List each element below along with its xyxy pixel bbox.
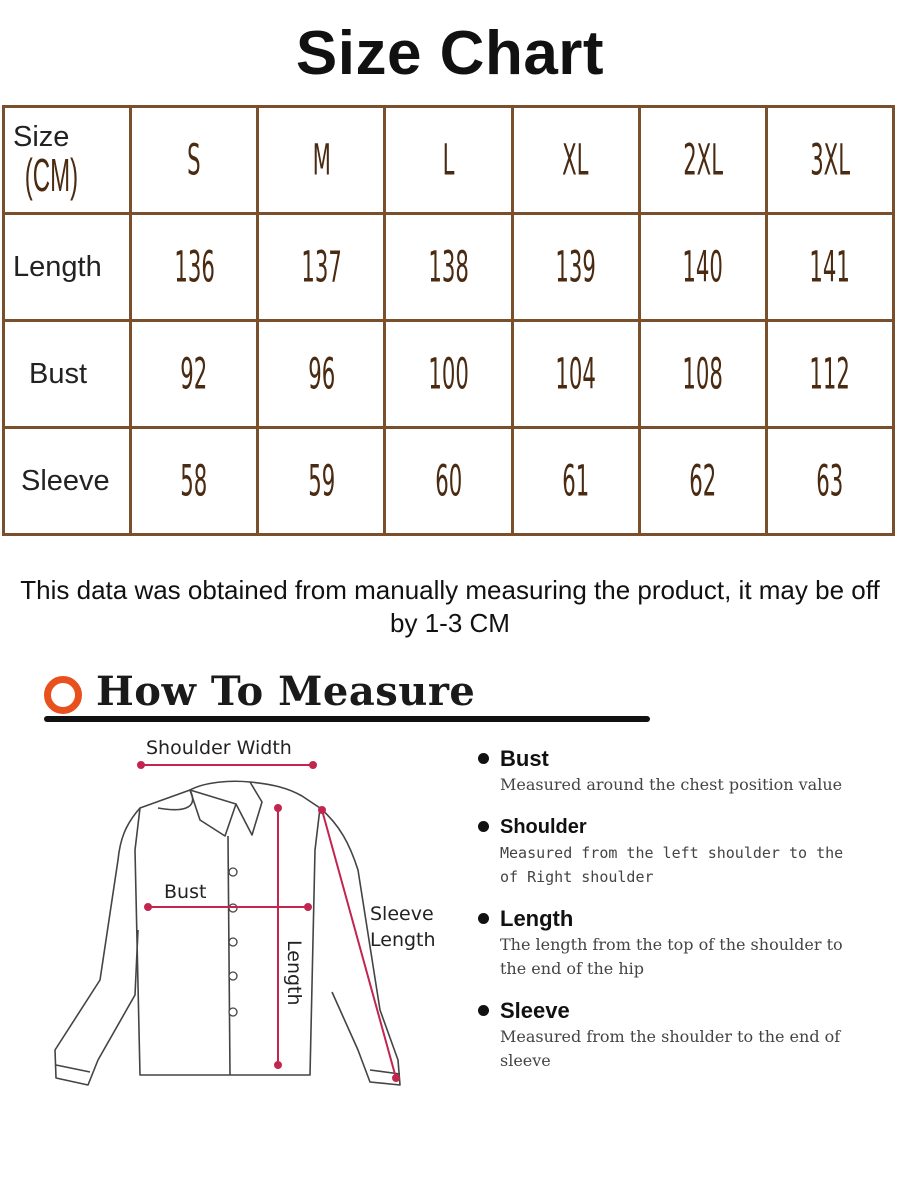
- sleeve-length-label-line1: Sleeve: [370, 903, 434, 925]
- table-cell: 92: [131, 321, 258, 428]
- size-header-cell: XL: [512, 107, 639, 214]
- how-to-measure-header: [44, 668, 654, 726]
- bust-description: Measured around the chest position value: [500, 775, 843, 794]
- sleeve-title: Sleeve: [500, 998, 570, 1023]
- table-cell: 136: [131, 214, 258, 321]
- page-title: Size Chart: [295, 19, 605, 88]
- circle-bullet-icon: [44, 676, 82, 714]
- row-label-sleeve: Sleeve: [4, 428, 131, 535]
- shirt-measurement-diagram: [40, 730, 470, 1100]
- table-cell: 138: [385, 214, 512, 321]
- table-cell: 60: [385, 428, 512, 535]
- bullet-icon: [478, 821, 489, 832]
- shoulder-description: Measured from the left shoulder to the of Right shoulder: [500, 844, 844, 886]
- heading-underline: [44, 716, 650, 722]
- sleeve-length-label-line2: Length: [370, 929, 436, 951]
- list-item: [476, 745, 876, 797]
- bullet-icon: [478, 1005, 489, 1016]
- table-cell: 140: [639, 214, 766, 321]
- size-header-cell: S: [131, 107, 258, 214]
- size-header-cell: M: [258, 107, 385, 214]
- table-cell: 63: [766, 428, 893, 535]
- length-title: Length: [500, 906, 574, 931]
- bullet-icon: [478, 913, 489, 924]
- shirt-buttons-icon: [229, 868, 237, 1016]
- table-cell: 137: [258, 214, 385, 321]
- table-cell: 108: [639, 321, 766, 428]
- table-row: [4, 214, 894, 321]
- list-item: [476, 813, 876, 889]
- table-header-row: [4, 107, 894, 214]
- sleeve-description: Measured from the shoulder to the end of sleeve: [500, 1027, 841, 1070]
- bullet-icon: [478, 753, 489, 764]
- table-cell: 112: [766, 321, 893, 428]
- table-cell: 62: [639, 428, 766, 535]
- table-cell: 96: [258, 321, 385, 428]
- length-label: Length: [283, 940, 305, 1006]
- shoulder-width-label: Shoulder Width: [146, 737, 292, 759]
- shirt-outline-icon: [55, 781, 400, 1085]
- table-cell: 58: [131, 428, 258, 535]
- row-label-bust: Bust: [4, 321, 131, 428]
- table-row: [4, 321, 894, 428]
- table-cell: 61: [512, 428, 639, 535]
- shoulder-title: Shoulder: [500, 816, 587, 838]
- unit-label: (CM): [24, 150, 79, 202]
- size-chart-table: [2, 105, 895, 536]
- size-header-cell: 2XL: [639, 107, 766, 214]
- row-label-length: Length: [4, 214, 131, 321]
- list-item: [476, 997, 876, 1073]
- size-header-cell: 3XL: [766, 107, 893, 214]
- how-to-measure-heading: How To Measure: [96, 668, 476, 715]
- table-cell: 104: [512, 321, 639, 428]
- measurement-definitions: [476, 745, 876, 1087]
- bust-label: Bust: [164, 881, 207, 903]
- list-item: [476, 905, 876, 981]
- size-header-cell: L: [385, 107, 512, 214]
- table-cell: 139: [512, 214, 639, 321]
- header-cell-size: [4, 107, 131, 214]
- table-cell: 59: [258, 428, 385, 535]
- measurement-note: This data was obtained from manually measuring the product, it may be off by 1-3 CM: [20, 575, 880, 638]
- table-cell: 100: [385, 321, 512, 428]
- length-description: The length from the top of the shoulder to the end of the hip: [500, 935, 843, 978]
- table-row: [4, 428, 894, 535]
- bust-title: Bust: [500, 746, 549, 771]
- table-cell: 141: [766, 214, 893, 321]
- size-label: Size: [13, 121, 70, 153]
